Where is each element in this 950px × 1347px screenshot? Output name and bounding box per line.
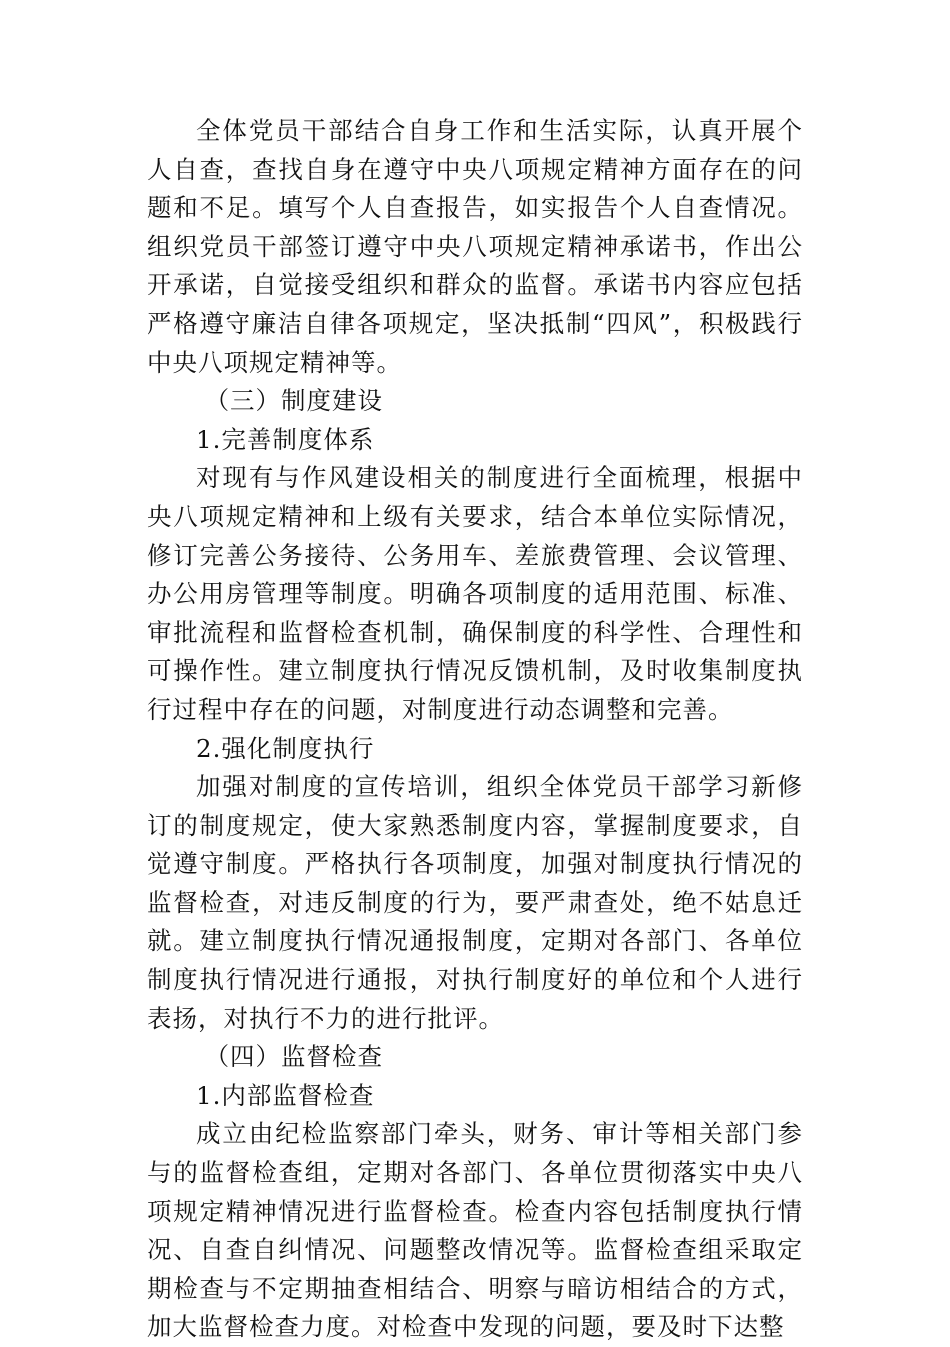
subsection-heading-internal-supervision: 1.内部监督检查 [196,1080,375,1110]
subsection-heading-strengthen-execution: 2.强化制度执行 [196,733,375,763]
section-heading-system-building: （三）制度建设 [204,386,384,416]
paragraph-self-inspection: 全体党员干部结合自身工作和生活实际，认真开展个人自查，查找自身在遵守中央八项规定精神方面存在的问题和不足。填写个人自查报告，如实报告个人自查情况。组织党员干部签订遵守中央八项规定精神承诺书，作出公开承诺，自觉接受组织和群众的监督。承诺书内容应包括严格遵守廉洁自律各项规定，坚决抵制“四风”，积极践行中央八项规定精神等。 [147,116,803,377]
subsection-heading-improve-system: 1.完善制度体系 [196,424,375,454]
paragraph-improve-system: 对现有与作风建设相关的制度进行全面梳理，根据中央八项规定精神和上级有关要求，结合本单位实际情况，修订完善公务接待、公务用车、差旅费管理、会议管理、办公用房管理等制度。明确各项制度的适用范围、标准、审批流程和监督检查机制，确保制度的科学性、合理性和可操作性。建立制度执行情况反馈机制，及时收集制度执行过程中存在的问题，对制度进行动态调整和完善。 [147,463,803,724]
section-heading-supervision: （四）监督检查 [204,1042,384,1072]
paragraph-internal-supervision: 成立由纪检监察部门牵头，财务、审计等相关部门参与的监督检查组，定期对各部门、各单位贯彻落实中央八项规定精神情况进行监督检查。检查内容包括制度执行情况、自查自纠情况、问题整改情况等。监督检查组采取定期检查与不定期抽查相结合、明察与暗访相结合的方式，加大监督检查力度。对检查中发现的问题，要及时下达整 [147,1119,803,1342]
document-body [147,112,803,1347]
paragraph-strengthen-execution: 加强对制度的宣传培训，组织全体党员干部学习新修订的制度规定，使大家熟悉制度内容，掌握制度要求，自觉遵守制度。严格执行各项制度，加强对制度执行情况的监督检查，对违反制度的行为，要严肃查处，绝不姑息迁就。建立制度执行情况通报制度，定期对各部门、各单位制度执行情况进行通报，对执行制度好的单位和个人进行表扬，对执行不力的进行批评。 [147,772,803,1033]
